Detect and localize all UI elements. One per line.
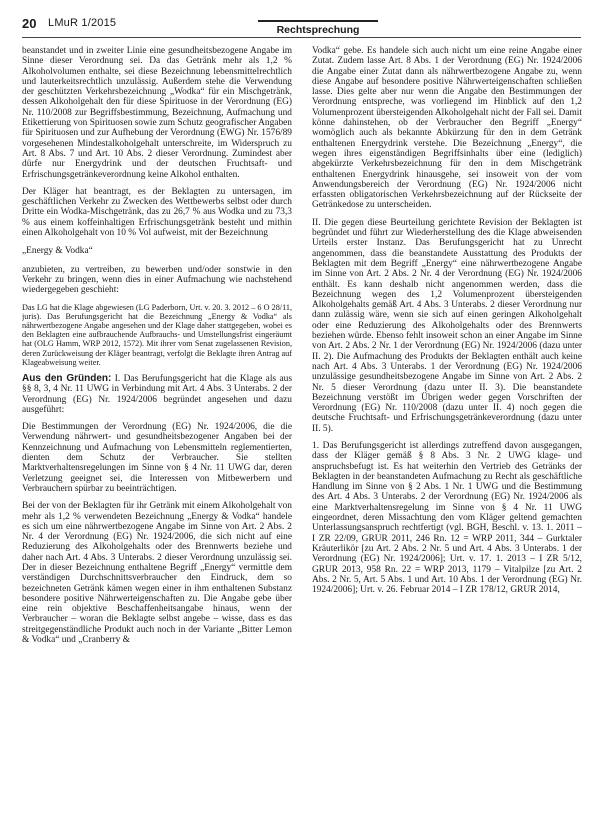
- right-column: [312, 46, 582, 826]
- page-number: 20: [22, 16, 37, 31]
- header-rule: [22, 37, 581, 38]
- journal-issue: LMuR 1/2015: [48, 17, 117, 29]
- paragraph: [22, 374, 292, 415]
- paragraph: Vodka“ gebe. Es handele sich auch nicht um eine reine Angabe einer Zutat. Zudem lasse Art. 8 Abs. 1 der Verordnung (EG) Nr. 1924/2006 die Angabe einer Zutat dann als nährwertbezogene Angabe zu, wenn diese Angabe auf besondere positive Nährwerteigenschaften schließen lasse. Dies gelte aber nur wenn die Angabe den Bestimmungen der Verordnung entspreche, was vorliegend im Hinblick auf den 1,2 Volumenprozent übersteigenden Alkoholgehalt nicht der Fall sei. Damit könne dahinstehen, ob der Verbraucher den Begriff „Energy“ womöglich auch als bekannte Abkürzung für den in dem Getränk enthaltenen Energydrink verstehe. Die Bezeichnung „Energy“, die wegen ihres eigenständigen Begriffsinhalts über eine (lediglich) abgekürzte Verkehrsbezeichnung für den in dem Mischgetränk enthaltenen Energydrink hinausgehe, sei insoweit von der vom Anwendungsbereich der Verordnung (EG) Nr. 1924/2006 nicht erfassten obligatorischen Verkehrsbezeichnung auf der Rückseite der Getränkedose zu unterscheiden.: [312, 46, 582, 211]
- quoted-designation: „Energy & Vodka“: [22, 246, 93, 257]
- run-in-heading: Aus den Gründen:: [22, 372, 112, 384]
- paragraph: Die Bestimmungen der Verordnung (EG) Nr. 1924/2006, die die Verwendung nährwert- und gesundheitsbezogener Angaben bei der Kennzeichnung und Aufmachung von Lebensmitteln reglementierten, dienten dem Schutz der Verbraucher. Sie stellten Marktverhaltensregelungen im Sinne von § 4 Nr. 11 UWG dar, deren Verletzung geeignet sei, die Interessen von Mitbewerbern und Verbrauchern spürbar zu beeinträchtigen.: [22, 422, 292, 494]
- paragraph: 1. Das Berufungsgericht ist allerdings zutreffend davon ausgegangen, dass der Kläger gemäß § 8 Abs. 3 Nr. 2 UWG klage- und anspruchsbefugt ist. Es hat weiterhin den Vertrieb des Getränks der Beklagten in der beanstandeten Aufmachung zu Recht als geschäftliche Handlung im Sinne von § 2 Abs. 1 Nr. 1 UWG und die Bestimmung des Art. 4 Abs. 3 Unterabs. 2 der Verordnung (EG) Nr. 1924/2006 als eine Marktverhaltensregelung im Sinne von § 4 Nr. 11 UWG eingeordnet, deren Missachtung den vom Kläger geltend gemachten Unterlassungsanspruch rechtfertigt (vgl. BGH, Beschl. v. 13. 1. 2011 – I ZR 22/09, GRUR 2011, 246 Rn. 12 = WRP 2011, 344 – Gurktaler Kräuterlikör [zu Art. 2 Abs. 2 Nr. 5 und Art. 4 Abs. 3 Unterabs. 1 der Verordnung (EG) Nr. 1924/2006]; Urt. v. 17. 1. 2013 – I ZR 5/12, GRUR 2013, 958 Rn. 22 = WRP 2013, 1179 – Vitalpilze [zu Art. 2 Abs. 2 Nr. 5, Art. 5 Abs. 1 und Art. 10 Abs. 1 der Verordnung (EG) Nr. 1924/2006]; Urt. v. 26. Februar 2014 – I ZR 178/12, GRUR 2014,: [312, 440, 582, 596]
- section-title: Rechtsprechung: [258, 20, 378, 38]
- paragraph-text: I. Das Berufungsgericht hat die Klage als aus §§ 8, 3, 4 Nr. 11 UWG in Verbindung mit Art. 4 Abs. 3 Unterabs. 2 der Verordnung (EG) Nr. 1924/2006 begründet angesehen und dazu ausgeführt:: [22, 373, 292, 415]
- page-header: [22, 16, 581, 38]
- paragraph: Bei der von der Beklagten für ihr Getränk mit einem Alkoholgehalt von mehr als 1,2 % verwendeten Bezeichnung „Energy & Vodka“ handele es sich um eine nährwertbezogene Angabe im Sinne von Art. 2 Abs. 2 Nr. 4 der Verordnung (EG) Nr. 1924/2006, die sich nicht auf eine Reduzierung des Alkoholgehalts oder des Brennwerts beziehe und daher nach Art. 4 Abs. 3 Unterabs. 2 dieser Verordnung unzulässig sei. Der in dieser Bezeichnung enthaltene Begriff „Energy“ vermittle dem verständigen Durchschnittsverbraucher den Eindruck, dem so bezeichneten Getränk kämen wegen einer in ihm enthaltenen Substanz besondere positive Nährwerteigenschaften zu. Die Angabe gebe über eine rein objektive Beschaffenheitsangabe hinaus, wenn der Verbraucher – woran die Beklagte selbst angebe – wisse, dass es das streitgegenständliche Produkt auch noch in der Variante „Bitter Lemon & Vodka“ und „Cranberry &: [22, 501, 292, 646]
- paragraph: beanstandet und in zweiter Linie eine gesundheitsbezogene Angabe im Sinne dieser Verordnung sei. Da das Getränk mehr als 1,2 % Alkoholvolumen enthalte, sei diese Bezeichnung lebensmittelrechtlich und lauterkeitsrechtlich unzulässig. Außerdem stehe die Verwendung der geschützten Verkehrsbezeichnung „Wodka“ für ein Mischgetränk, dessen Alkoholgehalt den für diese Spirituose in der Verordnung (EG) Nr. 110/2008 zur Begriffsbestimmung, Bezeichnung, Aufmachung und Etikettierung von Spirituosen sowie zum Schutz geografischer Angaben für Spirituosen und zur Aufhebung der Verordnung (EWG) Nr. 1576/89 vorgesehenen Mindestalkoholgehalt unterschreite, im Widerspruch zu Art. 8 Abs. 7 und Art. 10 Abs. 2 dieser Verordnung. Zumindest aber dürfe nur Energydrink und der deutschen Fruchtsaft- und Erfrischungsgetränkeverordnung keine Alkohol enthalten.: [22, 46, 292, 180]
- paragraph: Der Kläger hat beantragt, es der Beklagten zu untersagen, im geschäftlichen Verkehr zu Zwecken des Wettbewerbs selbst oder durch Dritte ein Wodka-Mischgetränk, das zu 26,7 % aus Wodka und zu 73,3 % aus einem koffeinhaltigen Erfrischungsgetränk besteht und mithin einen Alkoholgehalt von 10 % Vol aufweist, mit der Bezeichnung: [22, 186, 292, 239]
- paragraph: anzubieten, zu vertreiben, zu bewerben und/oder sonstwie in den Verkehr zu bringen, wenn dies in einer Aufmachung wie nachstehend wiedergegeben geschieht:: [22, 264, 292, 296]
- paragraph: II. Die gegen diese Beurteilung gerichtete Revision der Beklagten ist begründet und führt zur Wiederherstellung des die Klage abweisenden Urteils erster Instanz. Das Berufungsgericht hat zu Unrecht angenommen, dass die beanstandete Ausstattung des Produkts der Beklagten mit dem Begriff „Energy“ eine nährwertbezogene Angabe im Sinne von Art. 2 Abs. 2 Nr. 4 der Verordnung (EG) Nr. 1924/2006 enthält. Es kann deshalb nicht angenommen werden, dass die Bezeichnung wegen des 1,2 Volumenprozent übersteigenden Alkoholgehalts gemäß Art. 4 Abs. 3 Unterabs. 2 dieser Verordnung nur dann zulässig wäre, wenn sie sich auf einen geringen Alkoholgehalt oder eine Reduzierung des Alkoholgehalts oder des Brennwerts beziehen würde. Ebenso fehlt insoweit schon an einer Angabe im Sinne von Art. 2 Abs. 2 Nr. 1 der Verordnung (EG) Nr. 1924/2006 (dazu unter II. 2). Die Aufmachung des Produkts der Beklagten enthält auch keine nach Art. 4 Abs. 3 Unterabs. 1 der Verordnung (EG) Nr. 1924/2006 unzulässige gesundheitsbezogene Angabe im Sinne von Art. 2 Abs. 2 Nr. 5 dieser Verordnung (dazu unter II. 3). Die beanstandete Bezeichnung verstößt im Übrigen weder gegen Vorschriften der Verordnung (EG) Nr. 110/2008 (dazu unter II. 4) noch gegen die deutsche Fruchtsaft- und Erfrischungsgetränkeverordnung (dazu unter II. 5).: [312, 217, 582, 434]
- left-column: [22, 46, 292, 826]
- procedural-history: Das LG hat die Klage abgewiesen (LG Paderborn, Urt. v. 20. 3. 2012 – 6 O 28/11, juris). Das Berufungsgericht hat die Bezeichnung „Energy & Vodka“ als nährwertbezogene Angabe angesehen und der Klage daher stattgegeben, wobei es den Beklagten eine aufbrauchende Aufbrauchs- und Umstellungsfrist eingeräumt hat (OLG Hamm, WRP 2012, 1572). Mit ihrer vom Senat zugelassenen Revision, deren Zurückweisung der Kläger beantragt, verfolgt die Beklagte ihren Antrag auf Klageabweisung weiter.: [22, 302, 292, 367]
